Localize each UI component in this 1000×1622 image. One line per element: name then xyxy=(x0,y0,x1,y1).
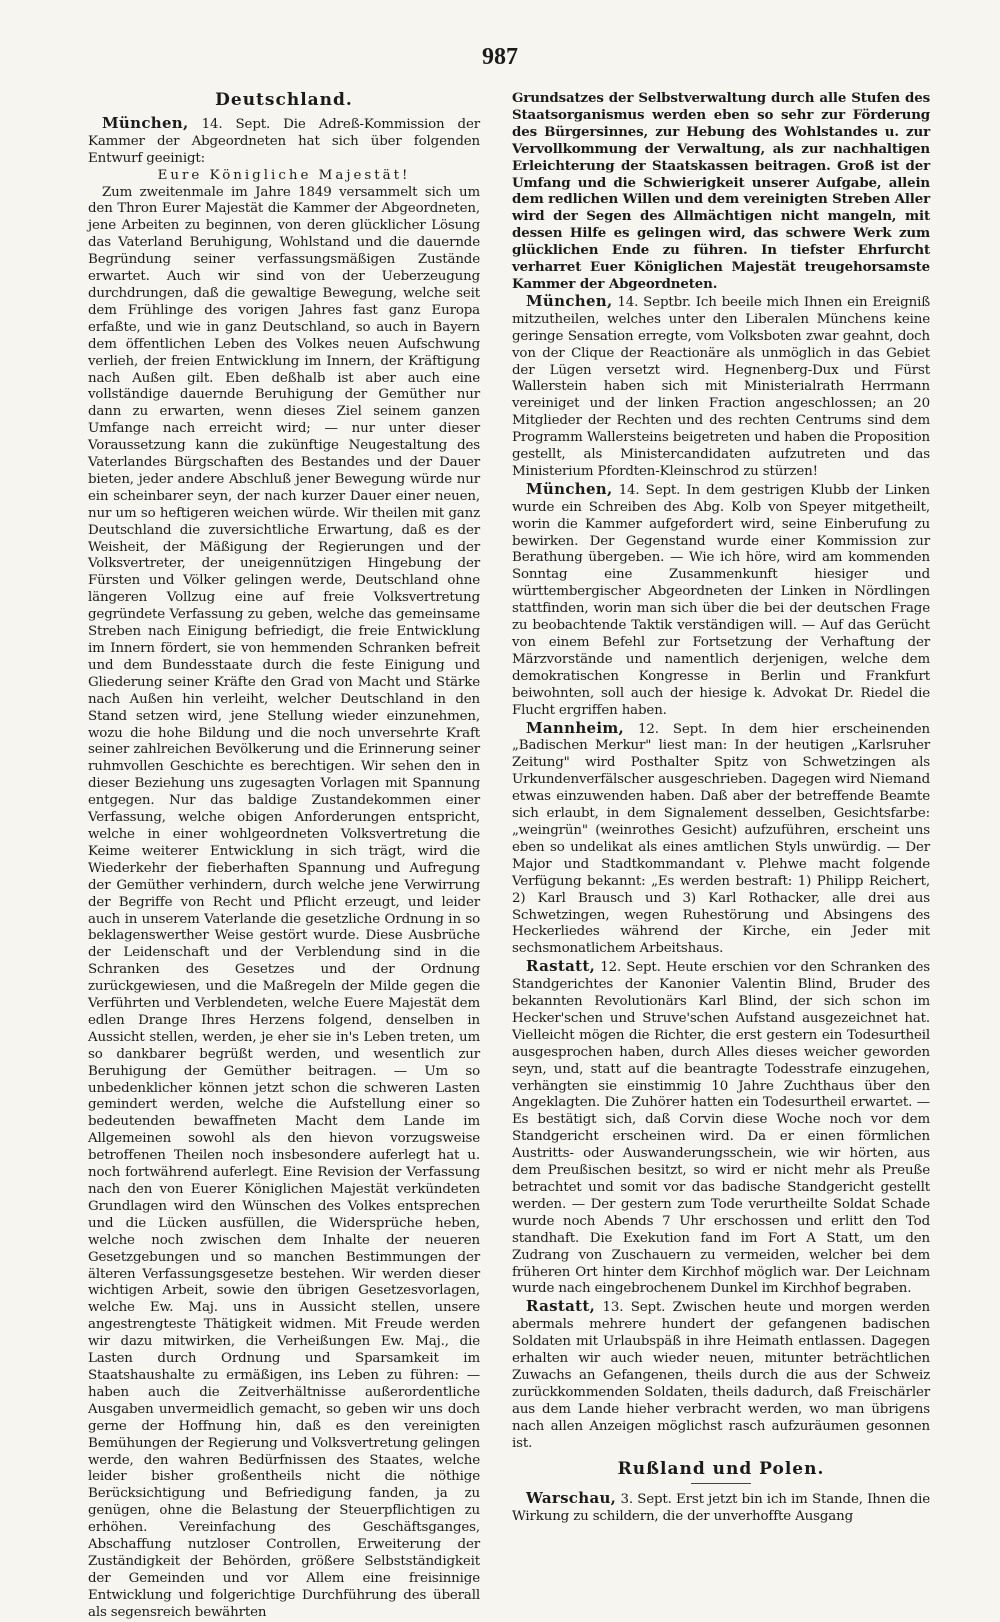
section-divider xyxy=(691,1483,751,1484)
article-body: Ich beeile mich Ihnen ein Ereigniß mitzutheilen, welches unter den Liberalen Münchens keine geringe Sensation erregte, vom Volksboten zwar geahnt, doch von der Clique der Reactionäre als unmöglich in das Gebiet der Lügen versetzt wird. Hegnenberg-Dux und Fürst Wallerstein haben sich mit Ministerialrath Herrmann vereiniget und der linken Fraction angeschlossen; an 20 Mitglieder der Rechten und des rechten Centrums sind dem Programm Wallersteins beigetreten und haben die Proposition gestellt, als Ministercandidaten aufzutreten und das Ministerium Pfordten-Kleinschrod zu stürzen! xyxy=(512,294,930,479)
salutation: Eure Königliche Majestät! xyxy=(157,167,411,183)
dateline-date: 14. Sept. xyxy=(618,482,681,498)
article-rastatt-13 xyxy=(512,1298,930,1452)
continuation-text: Grundsatzes der Selbstverwaltung durch alle Stufen des Staatsorganismus werden eben so sehr zur Förderung des Bürgersinnes, zur Hebung des Wohlstandes u. zur Vervollkommung der Verwaltung, als zur nachhaltigen Erleichterung der Staatskassen beitragen. Groß ist der Umfang und die Schwierigkeit unserer Aufgabe, allein dem redlichen Willen und dem vereinigten Streben Aller wird der Segen des Allmächtigen nicht mangeln, mit dessen Hilfe es gelingen wird, das schwere Werk zum glücklichen Ende zu führen. In tiefster Ehrfurcht verharret Euer Königlichen Majestät treugehorsamste Kammer der Abgeordneten. xyxy=(512,90,930,292)
dateline-date: 12. Sept. xyxy=(600,960,661,976)
dateline-date: 14. Sept. xyxy=(201,116,271,132)
article-rastatt-12 xyxy=(512,958,930,1298)
article-warschau xyxy=(512,1490,930,1526)
left-column xyxy=(88,90,480,1622)
section-title-deutschland: Deutschland. xyxy=(215,90,353,110)
article-muenchen-liberale xyxy=(512,293,930,481)
article-muenchen-adress xyxy=(88,115,480,168)
article-body: Erst jetzt bin ich im Stande, Ihnen die Wirkung zu schildern, die der unverhoffte Ausgang xyxy=(512,1492,931,1525)
article-intro: Die Adreß-Kommission der Kammer der Abgeordneten hat sich über folgenden Entwurf geeinigt: xyxy=(88,116,480,166)
right-column xyxy=(512,90,930,1526)
dateline-date: 13. Sept. xyxy=(602,1300,666,1316)
article-body: Zum zweitenmale im Jahre 1849 versammelt sich um den Thron Eurer Majestät die Kammer der Abgeordneten, jene Arbeiten zu beginnen, von deren glücklicher Lösung das Vaterland Beruhigung, Wohlstand und die dauernde Begründung seiner verfassungsmäßigen Zustände erwartet. Auch wir sind von der Ueberzeugung durchdrungen, daß die gewaltige Bewegung, welche seit dem Frühlinge des vorigen Jahres fast ganz Europa erfaßte, und wie in ganz Deutschland, so auch in Bayern dem öffentlichen Leben des Volkes neuen Aufschwung verlieh, der freien Entwicklung im Innern, der Kräftigung nach Außen gilt. Eben deßhalb ist aber auch eine vollständige dauernde Beruhigung der Gemüther nur dann zu erwarten, wenn dieses Ziel seinem ganzen Umfange nach erreicht wird; — nur unter dieser Voraussetzung kann die zukünftige Neugestaltung des Vaterlandes Bürgschaften des Bestandes und der Dauer bieten, jeder andere Abschluß jener Bewegung würde nur ein scheinbarer seyn, der nach kurzer Dauer einer neuen, nur um so heftigeren weichen würde. Wir theilen mit ganz Deutschland die zuversichtliche Erwartung, daß es der Weisheit, der Mäßigung der Regierungen und der Volksvertreter, der uneigennützigen Hingebung der Fürsten und Völker gelingen werde, Deutschland ohne längeren Vollzug eine auf freie Volksvertretung gegründete Verfassung zu geben, welche das gemeinsame Streben nach Einigung befriedigt, die freie Entwicklung im Innern fördert, sie von hemmenden Schranken befreit und dem Bundesstaate durch die feste Einigung und Gliederung seiner Kräfte den Grad von Macht und Stärke nach Außen hin verleiht, welcher Deutschland in den Stand setzen wird, jene Stellung wieder einzunehmen, wozu die hohe Bildung und die noch unversehrte Kraft seiner zahlreichen Bevölkerung und die Erinnerung seiner ruhmvollen Geschichte es berechtigen. Wir sehen den in dieser Beziehung uns zugesagten Vorlagen mit Spannung entgegen. Nur das baldige Zustandekommen einer Verfassung, welche obigen Anforderungen entspricht, welche in einer wohlgeordneten Volksvertretung die Keime weiterer Entwicklung in sich trägt, wird die Wiederkehr der fieberhaften Spannung und Aufregung der Gemüther verhindern, durch welche jene Verwirrung der Begriffe von Recht und Pflicht erzeugt, und leider auch in unserem Vaterlande die gesetzliche Ordnung in so beklagenswerther Weise gestört wurde. Diese Ausbrüche der Leidenschaft und der Verblendung sind in die Schranken des Gesetzes und der Ordnung zurückgewiesen, und die Maßregeln der Milde gegen die Verführten und Verblendeten, welche Euere Majestät dem edlen Drange Ihres Herzens folgend, denselben in Aussicht stellen, werden, je eher sie in's Leben treten, um so dankbarer begrüßt werden, und wesentlich zur Beruhigung der Gemüther beitragen. — Um so unbedenklicher können jetzt schon die schweren Lasten gemindert werden, welche die Aufstellung einer so bedeutenden bewaffneten Macht dem Lande im Allgemeinen sowohl als den hievon vorzugsweise betroffenen Theilen noch insbesondere auferlegt hat u. noch fortwährend auferlegt. Eine Revision der Verfassung nach den von Euerer Königlichen Majestät verkündeten Grundlagen wird den Wünschen des Volkes entsprechen und die Lücken ausfüllen, die Widersprüche heben, welche noch zwischen dem Inhalte der neueren Gesetzgebungen und so manchen Bestimmungen der älteren Verfassungsgesetze bestehen. Wir werden dieser wichtigen Arbeit, sowie den übrigen Gesetzesvorlagen, welche Ew. Maj. uns in Aussicht stellen, unsere angestrengteste Thätigkeit widmen. Mit Freude werden wir dazu mitwirken, die Verheißungen Ew. Maj., die Lasten durch Ordnung und Sparsamkeit im Staatshaushalte zu ermäßigen, ins Leben zu führen: — haben auch die Zeitverhältnisse außerordentliche Ausgaben unvermeidlich gemacht, so geben wir uns doch gerne der Hoffnung hin, daß es den vereinigten Bemühungen der Regierung und Volksvertretung gelingen werde, den wahren Bedürfnissen des Staates, welche leider bisher großentheils nicht die nöthige Berücksichtigung und Befriedigung fanden, ja zu genügen, ohne die Belastung der Steuerpflichtigen zu erhöhen. Vereinfachung des Geschäftsganges, Abschaffung nutzloser Controllen, Erweiterung der Zuständigkeit der Behörden, größere Selbstständigkeit der Gemeinden und vor Allem eine freisinnige Entwicklung und folgerichtige Durchführung des überall als segensreich bewährten xyxy=(88,184,480,1620)
dateline-place: München, xyxy=(526,291,613,310)
dateline-place: München, xyxy=(526,479,613,498)
dateline-place: München, xyxy=(102,113,189,132)
article-body: In dem gestrigen Klubb der Linken wurde ein Schreiben des Abg. Kolb von Speyer mitgetheilt, worin die Kammer aufgefordert wird, seine Einberufung zu bewirken. Der Gegenstand wurde einer Kommission zur Berathung übergeben. — Wie ich höre, wird am kommenden Sonntag eine Zusammenkunft hiesiger und württembergischer Abgeordneten der Linken in Nördlingen stattfinden, worin man sich über die bei der deutschen Frage zu beobachtende Taktik verständigen will. — Auf das Gerücht von einem Befehl zur Fortsetzung der Verhaftung der Märzvorstände und namentlich derjenigen, welche dem demokratischen Kongresse in Berlin und Frankfurt beiwohnten, soll auch der hiesige k. Advokat Dr. Riedel die Flucht ergriffen haben. xyxy=(512,482,931,718)
dateline-place: Warschau, xyxy=(526,1489,617,1508)
section-title-russland: Rußland und Polen. xyxy=(617,1458,825,1479)
dateline-date: 12. Sept. xyxy=(638,721,708,737)
article-mannheim xyxy=(512,720,930,959)
dateline-date: 3. Sept. xyxy=(620,1492,672,1508)
dateline-date: 14. Septbr. xyxy=(617,294,691,310)
dateline-place: Rastatt, xyxy=(526,957,596,976)
dateline-place: Mannheim, xyxy=(526,718,625,737)
dateline-place: Rastatt, xyxy=(526,1297,596,1316)
article-body: Zwischen heute und morgen werden abermals mehrere hundert der gefangenen badischen Soldaten mit Urlaubspäß in ihre Heimath entlassen. Dagegen erhalten wir auch wieder neuen, mitunter beträchtlichen Zuwachs an Gefangenen, theils durch die aus der Schweiz zurückkommenden Soldaten, theils dadurch, daß Freischärler aus dem Lande hieher verbracht werden, wo man übrigens nach allen Anzeigen möglichst rasch aufzuräumen gesonnen ist. xyxy=(512,1300,931,1451)
article-body: In dem hier erscheinenden „Badischen Merkur" liest man: In der heutigen „Karlsruher Zeitung" wird Posthalter Spitz von Schwetzingen als Urkundenverfälscher ausgeschrieben. Dagegen wird Niemand etwas einzuwenden haben. Daß aber der betreffende Beamte sich erlaubt, in dem Signalement desselben, Gesichtsfarbe: „weingrün" (weinrothes Gesicht) aufzuführen, erscheint uns eben so undelikat als eines amtlichen Styls unwürdig. — Der Major und Stadtkommandant v. Plehwe macht folgende Verfügung bekannt: „Es werden bestraft: 1) Philipp Reichert, 2) Karl Brausch und 3) Karl Rothacker, alle drei aus Schwetzingen, wegen Ruhestörung und Absingens des Heckerliedes während der Kirche, ein Jeder mit sechsmonatlichem Arbeitshaus. xyxy=(512,721,931,957)
page-number: 987 xyxy=(482,44,518,70)
article-muenchen-klubb xyxy=(512,481,930,720)
article-body: Heute erschien vor den Schranken des Standgerichtes der Kanonier Valentin Blind, Bruder des bekannten Revolutionärs Karl Blind, der sich schon im Hecker'schen und Struve'schen Aufstand ausgezeichnet hat. Vielleicht mögen die Richter, die erst gestern ein Todesurtheil ausgesprochen haben, durch Alles dieses weicher geworden seyn, und, statt auf die beantragte Todesstrafe einzugehen, verhängten sie einstimmig 10 Jahre Zuchthaus über den Angeklagten. Die Zuhörer hatten ein Todesurtheil erwartet. — Es bestätigt sich, daß Corvin diese Woche noch vor dem Standgericht erscheinen wird. Da er einen förmlichen Austritts- oder Auswanderungsschein, wie wir hörten, aus dem Preußischen besitzt, so wird er nicht mehr als Preuße betrachtet und somit vor das badische Standgericht gestellt werden. — Der gestern zum Tode verurtheilte Soldat Schade wurde noch Abends 7 Uhr erschossen und erlitt den Tod standhaft. Die Exekution fand im Fort A Statt, um den Zudrang von Zuschauern zu vermeiden, welcher bei dem früheren Ort hinter dem Kirchhof möglich war. Der Leichnam wurde nach eingebrochenem Dunkel im Kirchhof begraben. xyxy=(512,960,931,1297)
